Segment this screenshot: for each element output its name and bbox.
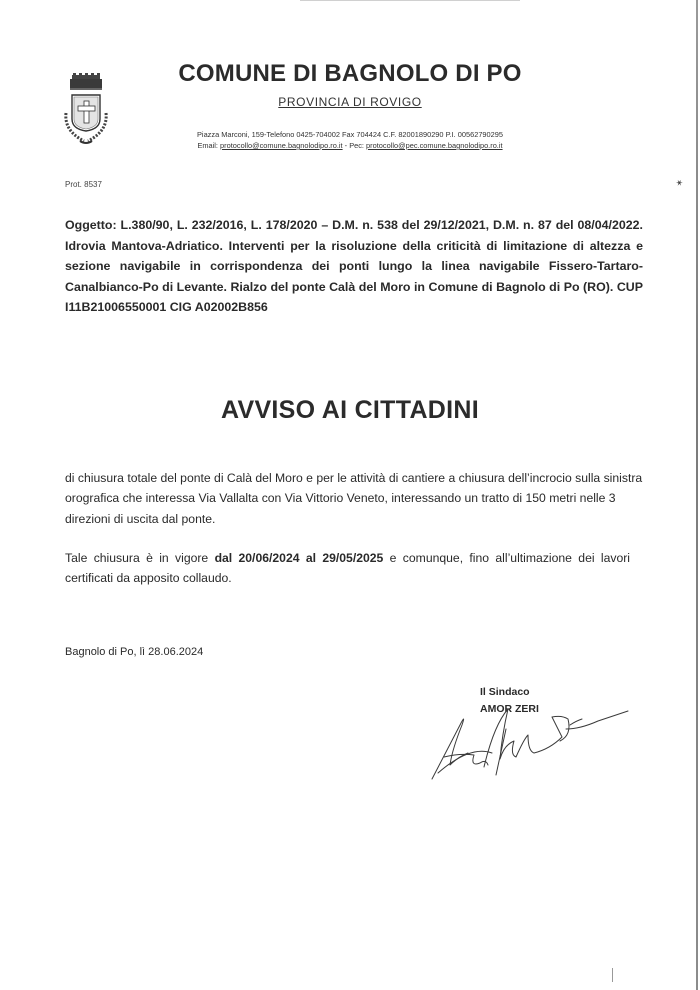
pec-label: Pec: [349, 141, 364, 150]
scan-artifact-top [300, 0, 520, 1]
handwritten-signature-icon [430, 695, 640, 790]
place-date: Bagnolo di Po, lì 28.06.2024 [65, 646, 204, 658]
scan-artifact-bottom [612, 968, 613, 982]
notice-body-paragraph-1: di chiusura totale del ponte di Calà del Moro e per le attività di cantiere a chiusura dell’incrocio sulla sinistra orografica che interessa Via Vallalta con Via Vittorio Veneto, interessando un tratto di 150 metri nelle 3 direzioni di uscita dal ponte. [65, 471, 643, 526]
subject-paragraph: Oggetto: L.380/90, L. 232/2016, L. 178/2020 – D.M. n. 538 del 29/12/2021, D.M. n. 87 del 08/04/2022. Idrovia Mantova-Adriatico. Interventi per la risoluzione della criticità di limitazione di altezza e sezione navigabile in corrispondenza dei ponti lungo la linea navigabile Fissero-Tartaro-Canalbianco-Po di Levante. Rialzo del ponte Calà del Moro in Comune di Bagnolo di Po (RO). CUP I11B21006550001 CIG A02002B856 [65, 218, 643, 315]
signatory-role: Il Sindaco [480, 686, 530, 698]
notice-body-paragraph-2 [65, 548, 630, 589]
contact-separator: - [344, 141, 348, 150]
scan-mark-icon: ✶ [673, 176, 686, 190]
email-label: Email: [197, 141, 218, 150]
address-line: Piazza Marconi, 159-Telefono 0425-704002 Fax 704424 C.F. 82001890290 P.I. 00562790295 [197, 130, 503, 139]
closure-period: dal 20/06/2024 al 29/05/2025 [214, 551, 384, 565]
municipality-title: COMUNE DI BAGNOLO DI PO [178, 60, 522, 87]
paragraph2-prefix: Tale chiusura è in vigore [65, 551, 215, 565]
pec-link[interactable]: protocollo@pec.comune.bagnolodipo.ro.it [366, 141, 503, 150]
address-block [130, 129, 570, 151]
paragraph2-suffix: e comunque, fino all’ultimazione dei lavori certificati da apposito collaudo. [65, 551, 631, 586]
province-text: PROVINCIA DI ROVIGO [278, 95, 422, 109]
scan-edge-right [696, 0, 698, 990]
signatory-name: AMOR ZERI [480, 703, 539, 715]
email-link[interactable]: protocollo@comune.bagnolodipo.ro.it [220, 141, 343, 150]
municipal-crest-icon [58, 73, 114, 149]
notice-title: AVVISO AI CITTADINI [220, 396, 480, 424]
protocol-number: Prot. 8537 [65, 180, 102, 189]
province-subtitle [200, 95, 500, 109]
contact-line [130, 140, 570, 151]
